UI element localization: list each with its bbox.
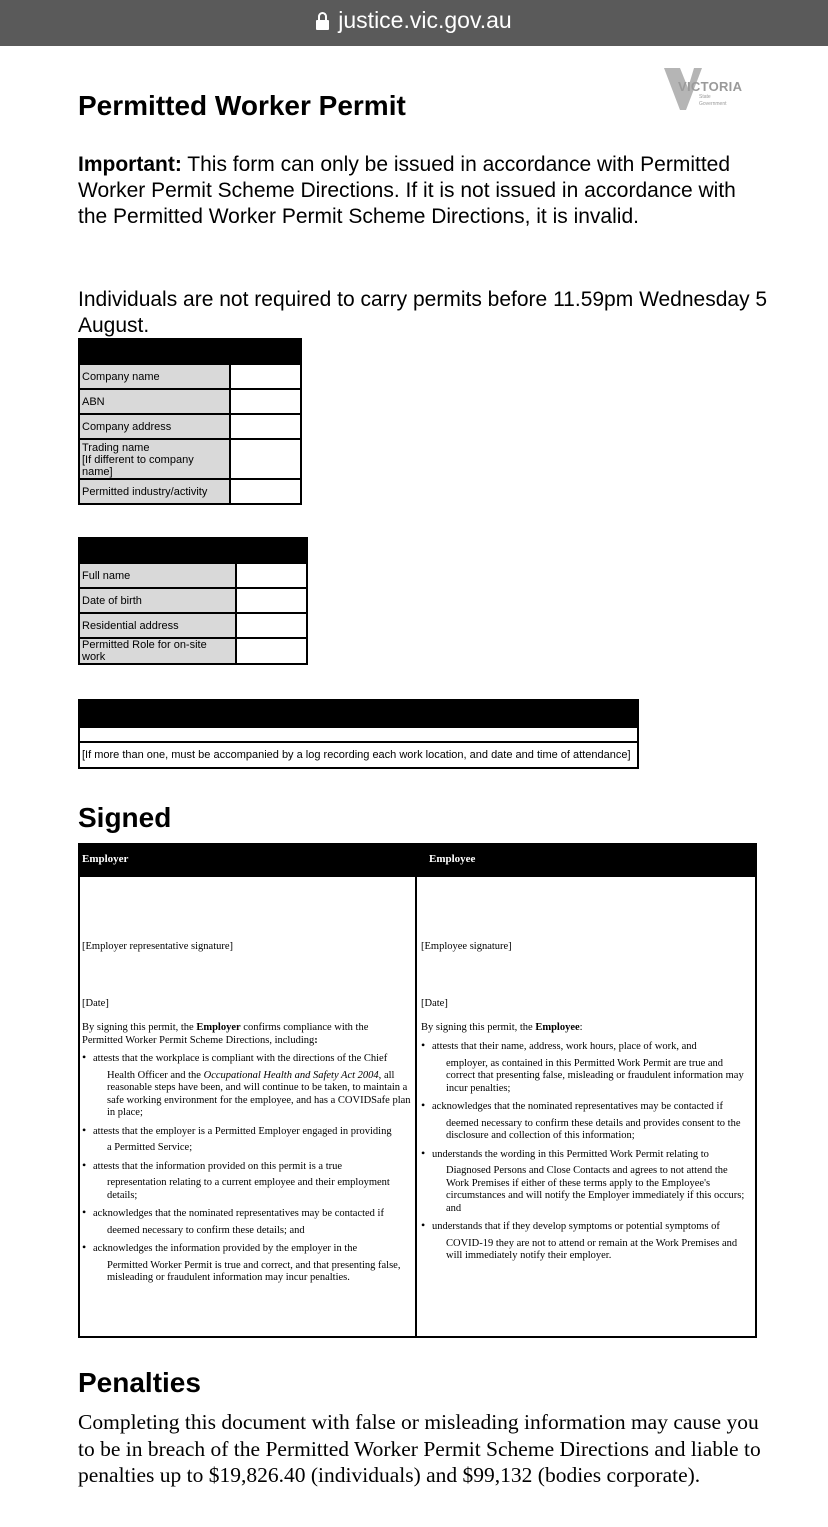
penalties-heading: Penalties xyxy=(78,1367,201,1398)
signature-header-bar xyxy=(80,845,755,877)
work-location-table xyxy=(78,699,639,769)
employer-b1-act-name: Occupational Health and Safety Act 2004, xyxy=(203,1069,382,1081)
employee-date-field[interactable]: [Date] xyxy=(421,998,448,1009)
permitted-role-label: Permitted Role for on-site work xyxy=(79,638,236,664)
company-address-label: Company address xyxy=(79,414,230,439)
lock-icon xyxy=(316,12,329,30)
employer-intro-text-2: confirms compliance with the Permitted Worker Permit Scheme Directions, including xyxy=(82,1022,369,1046)
trading-name-field[interactable] xyxy=(230,439,301,479)
employer-b2-cont: a Permitted Service; xyxy=(107,1142,193,1153)
employer-b4-cont: deemed necessary to confirm these details; and xyxy=(107,1224,305,1236)
employer-b5-first: acknowledges the information provided by the employer in the xyxy=(93,1243,358,1254)
employee-signature-field[interactable]: [Employee signature] xyxy=(421,941,512,952)
logo-subtitle-government: Government xyxy=(699,101,727,107)
residential-address-label: Residential address xyxy=(79,613,236,638)
employee-b4-cont: COVID-19 they are not to attend or remain at the Work Premises and will immediately notify their employer. xyxy=(446,1237,738,1261)
employer-declaration-intro xyxy=(82,1022,411,1047)
employee-b3-cont: Diagnosed Persons and Close Contacts and agrees to not attend the Work Premises if either of these terms apply to the Employee's circumstances and will notify the Employer immediately if this occurs; and xyxy=(446,1165,745,1214)
important-notice xyxy=(78,152,768,230)
trading-name-hint: [If different to company name] xyxy=(82,454,194,478)
employer-b1-first: attests that the workplace is compliant with the directions of the Chief xyxy=(93,1053,388,1064)
employee-b4-first: understands that if they develop symptoms or potential symptoms of xyxy=(432,1221,720,1232)
full-name-field[interactable] xyxy=(236,563,307,588)
work-location-note: [If more than one, must be accompanied by a log recording each work location, and date and time of attendance] xyxy=(79,742,638,768)
employee-column-header: Employee xyxy=(429,853,476,865)
employer-b3-first: attests that the information provided on this permit is a true xyxy=(93,1160,343,1172)
logo-word: VICTORIA xyxy=(678,79,743,94)
date-of-birth-label: Date of birth xyxy=(79,588,236,613)
date-of-birth-field[interactable] xyxy=(236,588,307,613)
trading-name-label-text: Trading name xyxy=(82,442,150,454)
employee-declaration-item: • acknowledges that the nominated representatives may be contacted if deemed necessary to confirm these details and provides consent to the disclosure and collection of this information; xyxy=(421,1101,753,1143)
page-title: Permitted Worker Permit xyxy=(78,90,406,121)
company-name-field[interactable] xyxy=(230,364,301,389)
employer-b2-first: attests that the employer is a Permitted Employer engaged in providing xyxy=(93,1125,392,1137)
employee-declaration-list xyxy=(421,1038,753,1263)
residential-address-field[interactable] xyxy=(236,613,307,638)
url-text[interactable]: justice.vic.gov.au xyxy=(338,6,512,33)
work-location-field[interactable] xyxy=(79,727,638,742)
employee-declaration-item: • understands that if they develop symptoms or potential symptoms of COVID-19 they are not to attend or remain at the Work Premises and will immediately notify their employer. xyxy=(421,1221,753,1263)
employer-declaration-item: • attests that the employer is a Permitted Employer engaged in providing a Permitted Service; xyxy=(82,1126,413,1155)
permitted-role-field[interactable] xyxy=(236,638,307,664)
employer-b4-first: acknowledges that the nominated representatives may be contacted if xyxy=(93,1208,384,1219)
employee-declaration-item: • attests that their name, address, work hours, place of work, and employer, as contained in this Permitted Work Permit are true and correct that presenting false, misleading or fraudulent information may incur penalties; xyxy=(421,1041,753,1095)
employer-details-table xyxy=(78,338,302,505)
carry-permit-notice: Individuals are not required to carry permits before 11.59pm Wednesday 5 August. xyxy=(78,288,768,337)
employer-intro-text: By signing this permit, the xyxy=(82,1022,197,1033)
employer-intro-colon: : xyxy=(314,1034,318,1046)
victoria-government-logo xyxy=(664,66,754,114)
employer-signature-field[interactable]: [Employer representative signature] xyxy=(82,941,234,952)
employer-b1-cont-a: Health Officer and the xyxy=(107,1069,204,1081)
permitted-industry-label: Permitted industry/activity xyxy=(79,479,230,504)
logo-subtitle-state: State xyxy=(699,94,711,100)
employer-intro-bold: Employer xyxy=(196,1022,241,1033)
company-name-label: Company name xyxy=(79,364,230,389)
employee-declaration-intro xyxy=(421,1022,751,1035)
employer-declaration-item: • acknowledges that the nominated representatives may be contacted if deemed necessary to confirm these details; and xyxy=(82,1208,413,1237)
employer-declaration-item: • acknowledges the information provided by the employer in the Permitted Worker Permit is true and correct, and that presenting false, misleading or fraudulent information may incur penalties. xyxy=(82,1243,413,1285)
abn-field[interactable] xyxy=(230,389,301,414)
permitted-industry-field[interactable] xyxy=(230,479,301,504)
company-address-field[interactable] xyxy=(230,414,301,439)
full-name-label: Full name xyxy=(79,563,236,588)
signed-heading: Signed xyxy=(78,802,172,833)
abn-label: ABN xyxy=(79,389,230,414)
signature-table xyxy=(78,843,757,1338)
important-label: Important: xyxy=(78,153,182,176)
trading-name-label xyxy=(79,439,230,479)
employer-declaration-list xyxy=(82,1050,413,1285)
employee-b1-cont: employer, as contained in this Permitted Work Permit are true and correct that presenting false, misleading or fraudulent information may incur penalties; xyxy=(446,1057,744,1094)
penalties-text: Completing this document with false or misleading information may cause you to be in breach of the Permitted Worker Permit Scheme Directions and liable to penalties up to $19,826.40 (individuals) and $99,132 (bodies corporate). xyxy=(78,1410,761,1487)
browser-address-bar[interactable] xyxy=(0,0,828,46)
employee-b1-first: attests that their name, address, work hours, place of work, and xyxy=(432,1041,697,1052)
employee-intro-colon: : xyxy=(579,1022,583,1033)
employer-declaration-item: • attests that the workplace is compliant with the directions of the Chief Health Officer and the Occupational Health and Safety Act 2004, all reasonable steps have been, and will continue to be taken, to maintain a safe working environment for the employee, and has a COVIDSafe plan in place; xyxy=(82,1050,411,1118)
employee-b3-first: understands the wording in this Permitted Work Permit relating to xyxy=(432,1148,709,1160)
employee-intro-text: By signing this permit, the xyxy=(421,1022,536,1033)
employer-column xyxy=(80,877,417,1336)
employer-b1-cont-b: all reasonable steps have been, and will continue to be taken, to maintain a safe working environment for the employee, and has a COVIDSafe plan in place; xyxy=(107,1069,411,1118)
employer-date-field[interactable]: [Date] xyxy=(82,998,109,1009)
employee-intro-bold: Employee xyxy=(535,1022,580,1033)
employer-b3-cont: representation relating to a current employee and their employment details; xyxy=(107,1177,390,1201)
employer-b5-cont: Permitted Worker Permit is true and correct, and that presenting false, misleading or fraudulent information may incur penalties. xyxy=(107,1259,401,1283)
employee-b2-cont: deemed necessary to confirm these details and provides consent to the disclosure and collection of this information; xyxy=(446,1117,741,1141)
employer-declaration-item: • attests that the information provided on this permit is a true representation relating to a current employee and their employment details; xyxy=(82,1161,413,1203)
employee-column xyxy=(419,877,755,1336)
employee-details-table xyxy=(78,537,308,665)
employer-column-header: Employer xyxy=(82,853,129,865)
important-text: This form can only be issued in accordance with Permitted Worker Permit Scheme Directions. If it is not issued in accordance with the Permitted Worker Permit Scheme Directions, it is invalid. xyxy=(78,153,736,228)
employee-declaration-item: • understands the wording in this Permitted Work Permit relating to Diagnosed Persons and Close Contacts and agrees to not attend the Work Premises if either of these terms apply to the Employee's circumstances and will notify the Employer immediately if this occurs; and xyxy=(421,1149,753,1216)
employee-b2-first: acknowledges that the nominated representatives may be contacted if xyxy=(432,1101,723,1112)
